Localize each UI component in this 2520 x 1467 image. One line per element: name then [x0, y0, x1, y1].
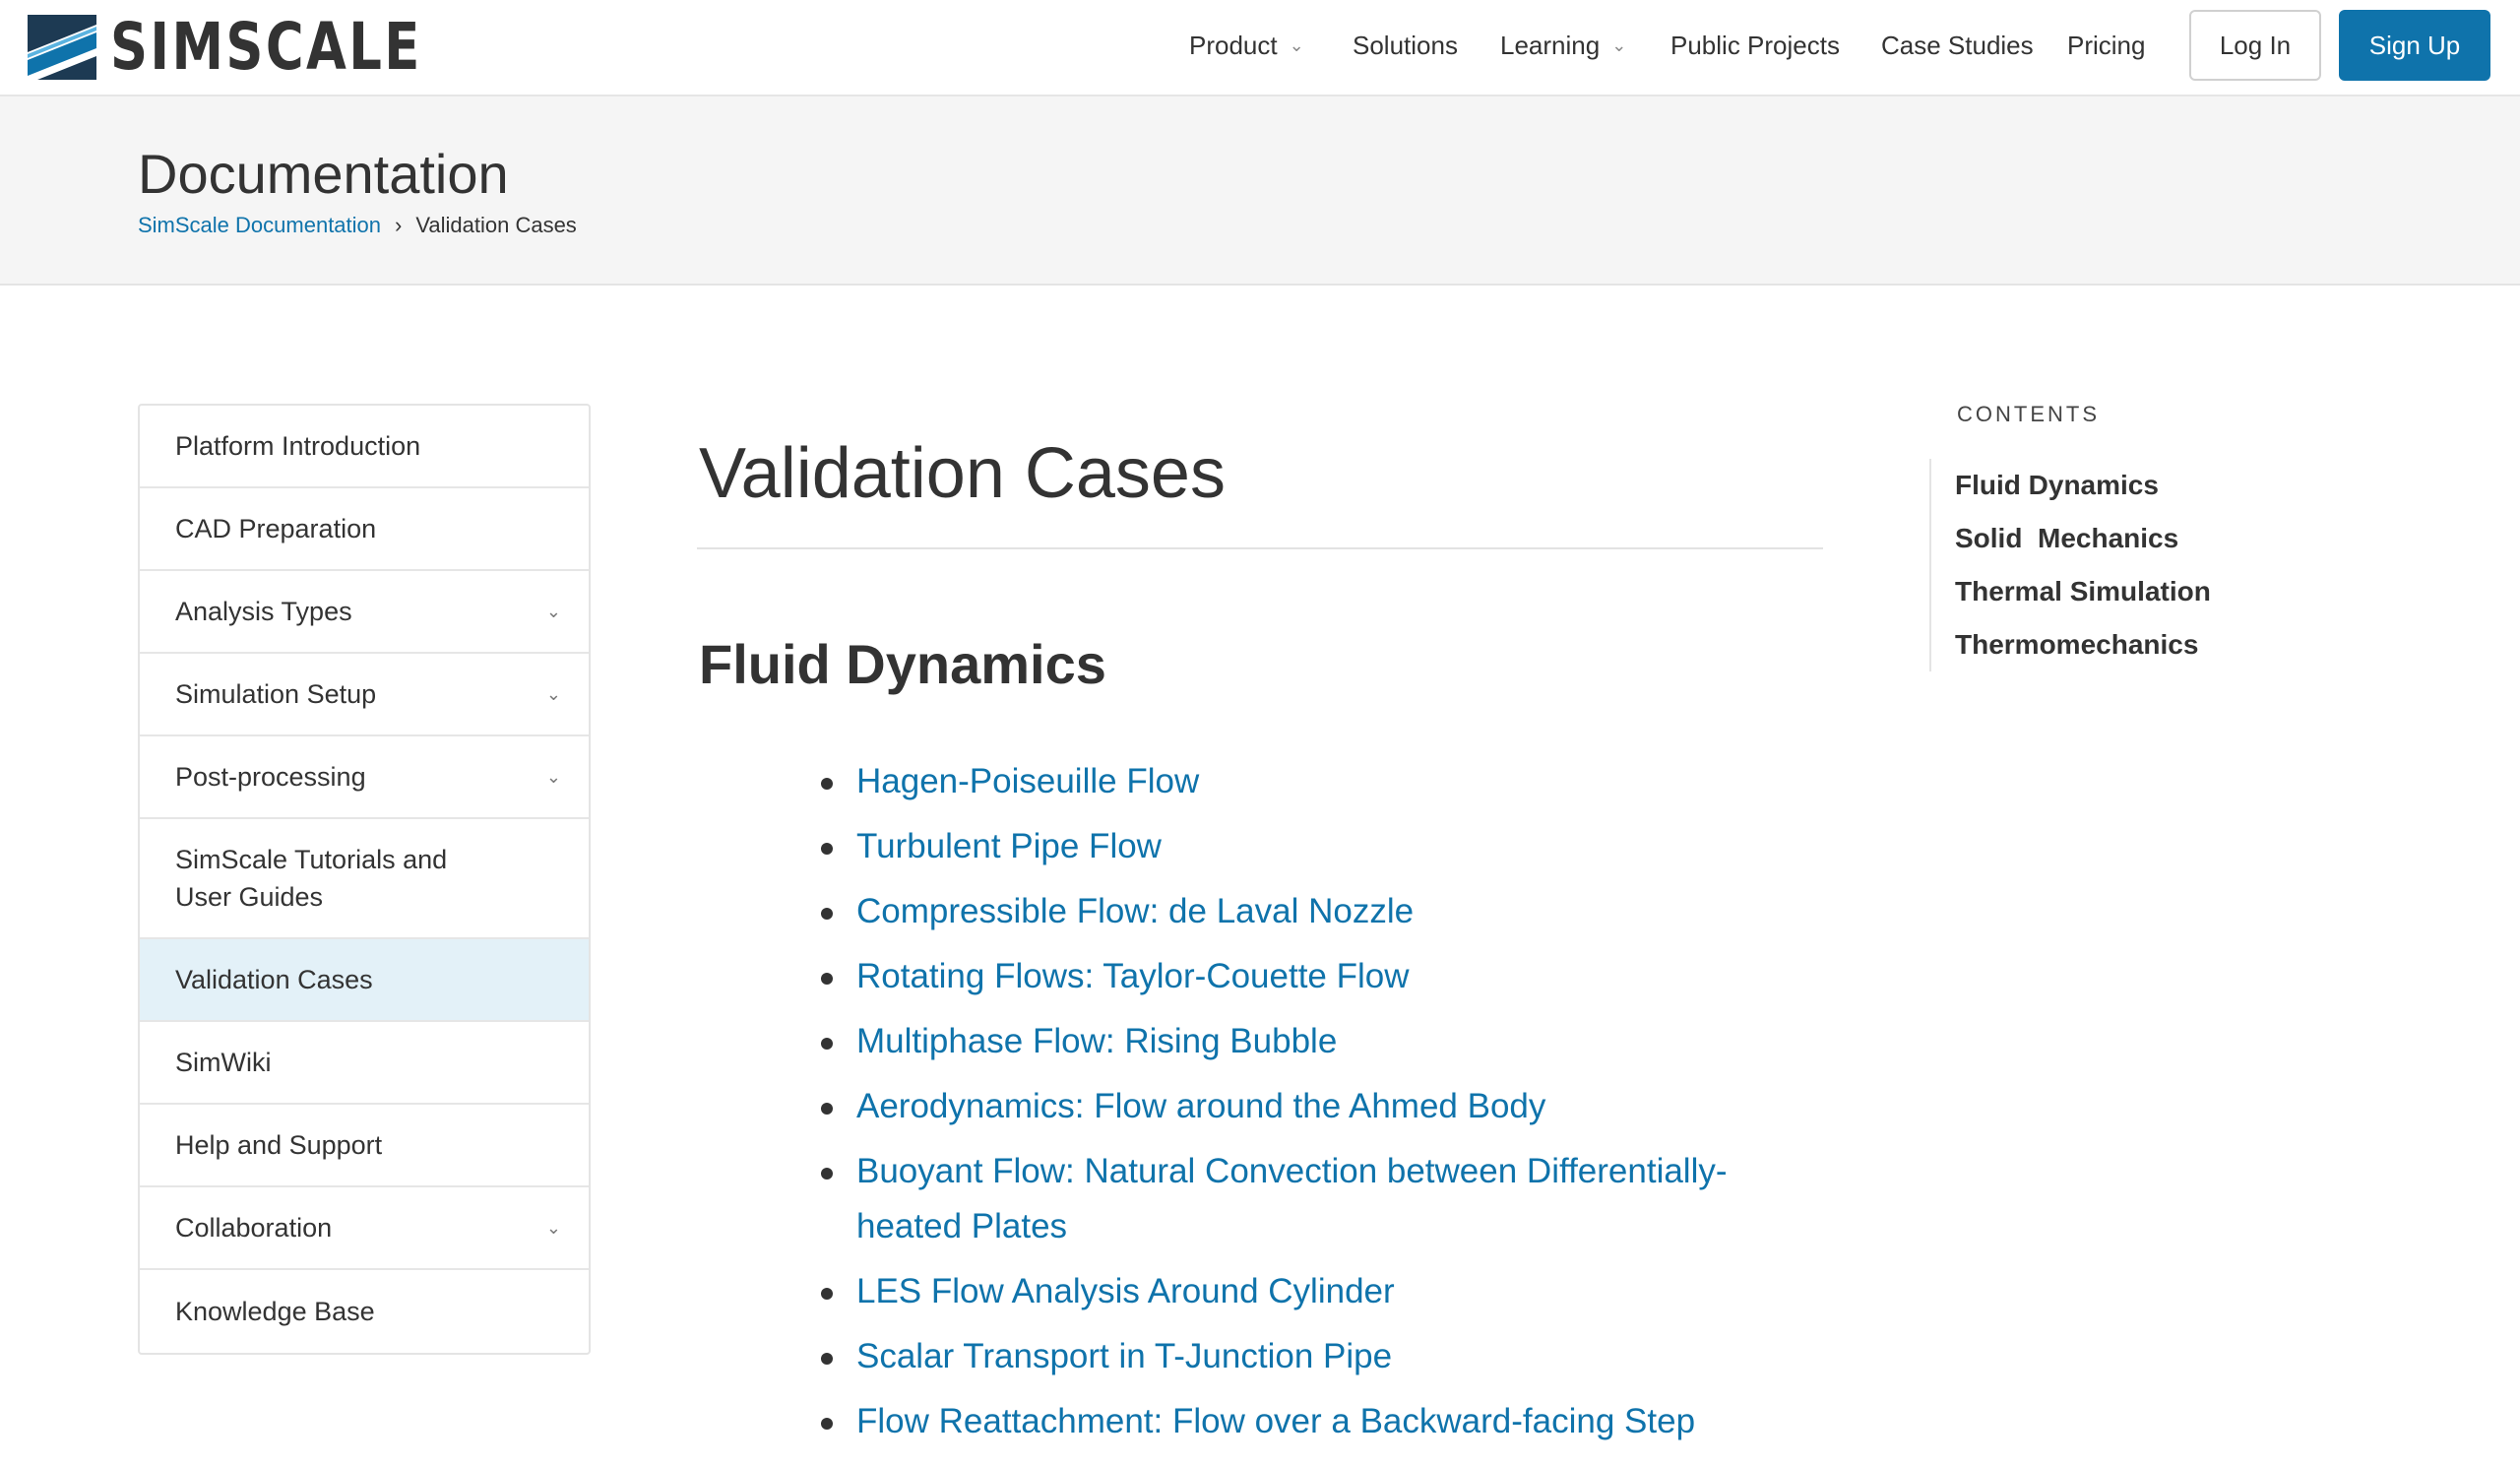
- chevron-down-icon[interactable]: ⌄: [545, 684, 561, 704]
- toc-item-thermal-simulation[interactable]: Thermal Simulation: [1955, 576, 2211, 606]
- sidebar-item-label: Post-processing: [175, 762, 366, 792]
- sidebar-item-label: SimWiki: [175, 1048, 272, 1077]
- nav-solutions[interactable]: [1353, 31, 1458, 61]
- nav-public-projects-label: Public Projects: [1670, 31, 1840, 60]
- list-item: [697, 754, 1823, 809]
- sidebar-item-tutorials-and-user-guides[interactable]: [140, 819, 589, 939]
- page-title: Validation Cases: [699, 434, 1226, 513]
- sidebar-item-post-processing[interactable]: [140, 736, 589, 819]
- sidebar-item-platform-introduction[interactable]: [140, 406, 589, 488]
- section-title-fluid-dynamics: Fluid Dynamics: [699, 633, 1106, 695]
- documentation-header: [0, 96, 2520, 286]
- nav-learning[interactable]: [1500, 31, 1626, 61]
- case-link[interactable]: Flow Reattachment: Flow over a Backward-facing Step: [856, 1402, 1696, 1440]
- case-link[interactable]: Multiphase Flow: Rising Bubble: [856, 1022, 1338, 1060]
- title-divider: [697, 547, 1823, 549]
- sidebar-item-label: Collaboration: [175, 1213, 333, 1243]
- nav-public-projects[interactable]: [1670, 31, 1840, 61]
- chevron-down-icon[interactable]: ⌄: [545, 1218, 561, 1238]
- sidebar-item-knowledge-base[interactable]: [140, 1270, 589, 1353]
- breadcrumb-separator: ›: [395, 213, 403, 237]
- sidebar-item-label: Help and Support: [175, 1130, 383, 1160]
- list-item: [697, 819, 1823, 874]
- nav-pricing[interactable]: [2067, 31, 2145, 61]
- breadcrumb: [138, 213, 577, 238]
- list-item: [697, 1014, 1823, 1069]
- case-link[interactable]: Aerodynamics: Flow around the Ahmed Body: [856, 1087, 1546, 1125]
- sidebar-item-cad-preparation[interactable]: [140, 488, 589, 571]
- case-link[interactable]: Scalar Transport in T-Junction Pipe: [856, 1337, 1393, 1375]
- breadcrumb-current: Validation Cases: [415, 213, 577, 237]
- toc-item-fluid-dynamics[interactable]: Fluid Dynamics: [1955, 470, 2159, 500]
- case-link[interactable]: Hagen-Poiseuille Flow: [856, 762, 1200, 800]
- chevron-down-icon[interactable]: ⌄: [545, 602, 561, 621]
- simscale-logo-icon: [28, 15, 96, 80]
- sidebar-item-collaboration[interactable]: [140, 1187, 589, 1270]
- list-item: [697, 884, 1823, 939]
- sidebar-item-validation-cases[interactable]: [140, 939, 589, 1022]
- list-item: [697, 1079, 1823, 1134]
- nav-solutions-label: Solutions: [1353, 31, 1458, 60]
- case-link[interactable]: Compressible Flow: de Laval Nozzle: [856, 892, 1415, 930]
- sidebar-item-help-and-support[interactable]: [140, 1105, 589, 1187]
- sidebar-item-label: Simulation Setup: [175, 679, 377, 709]
- signup-button[interactable]: Sign Up: [2339, 10, 2490, 81]
- case-link[interactable]: Turbulent Pipe Flow: [856, 827, 1162, 865]
- nav-learning-label: Learning: [1500, 31, 1601, 60]
- documentation-title: Documentation: [138, 143, 509, 205]
- toc-heading: CONTENTS: [1957, 402, 2100, 426]
- nav-product-label: Product: [1189, 31, 1278, 60]
- sidebar-item-label: Knowledge Base: [175, 1297, 375, 1326]
- nav-case-studies-label: Case Studies: [1881, 31, 2034, 60]
- nav-product[interactable]: [1189, 31, 1304, 61]
- list-item: [697, 1144, 1823, 1254]
- sidebar-item-label: CAD Preparation: [175, 514, 377, 543]
- simscale-logo[interactable]: [28, 9, 500, 85]
- login-button[interactable]: Log In: [2189, 10, 2321, 81]
- toc-list: [1929, 459, 2211, 671]
- sidebar-item-analysis-types[interactable]: [140, 571, 589, 654]
- toc-item-thermomechanics[interactable]: Thermomechanics: [1955, 629, 2199, 660]
- chevron-down-icon[interactable]: ⌄: [545, 767, 561, 787]
- case-link[interactable]: Buoyant Flow: Natural Convection between Differentially-heated Plates: [856, 1152, 1728, 1245]
- nav-case-studies[interactable]: [1881, 31, 2034, 61]
- nav-pricing-label: Pricing: [2067, 31, 2146, 60]
- sidebar-item-label: Analysis Types: [175, 597, 352, 626]
- list-item: [697, 1264, 1823, 1319]
- sidebar-item-simwiki[interactable]: [140, 1022, 589, 1105]
- sidebar-item-simulation-setup[interactable]: [140, 654, 589, 736]
- chevron-down-icon: ⌄: [1611, 35, 1627, 55]
- list-item: [697, 1394, 1823, 1449]
- validation-case-list: [697, 754, 1823, 1459]
- brand-name: SIMSCALE: [110, 9, 422, 85]
- chevron-down-icon: ⌄: [1289, 35, 1304, 55]
- toc-item-solid-mechanics[interactable]: Solid Mechanics: [1955, 523, 2179, 553]
- list-item: [697, 949, 1823, 1004]
- case-link[interactable]: LES Flow Analysis Around Cylinder: [856, 1272, 1395, 1310]
- sidebar-item-label: SimScale Tutorials and User Guides: [175, 845, 448, 912]
- sidebar-item-label: Validation Cases: [175, 965, 373, 994]
- docs-sidebar: [138, 404, 591, 1355]
- case-link[interactable]: Rotating Flows: Taylor-Couette Flow: [856, 957, 1410, 995]
- sidebar-item-label: Platform Introduction: [175, 431, 421, 461]
- breadcrumb-root-link[interactable]: SimScale Documentation: [138, 213, 382, 237]
- top-navigation-bar: [0, 0, 2520, 96]
- list-item: [697, 1329, 1823, 1384]
